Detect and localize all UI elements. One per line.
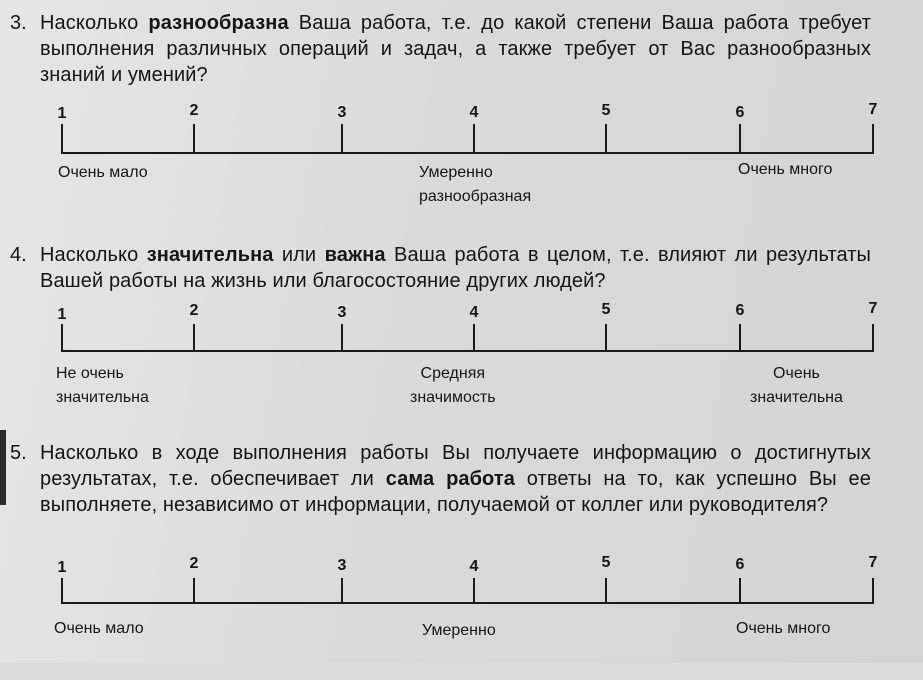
scale-tick <box>341 124 343 154</box>
anchor-line: Очень мало <box>54 620 144 637</box>
scale-tick <box>61 124 63 154</box>
question-text-emphasis: важна <box>324 244 386 266</box>
question-text-emphasis: значительна <box>146 244 274 266</box>
question-text <box>40 440 871 518</box>
scale-value-4: 4 <box>469 104 479 121</box>
question-number: 3. <box>10 12 27 34</box>
anchor-right <box>736 617 830 641</box>
scale-value-6: 6 <box>735 104 745 121</box>
scale-value-1: 1 <box>57 105 67 122</box>
scale-value-1: 1 <box>57 559 67 576</box>
question-text-part: Насколько в ходе выполнения работы Вы получаете информацию о достигнутых результатах, т.е. обеспечивает ли <box>40 442 871 490</box>
scale-axis <box>61 350 874 352</box>
anchor-line: значительна <box>750 389 843 406</box>
anchor-line: Очень мало <box>58 164 148 181</box>
anchor-middle <box>422 619 496 643</box>
anchor-left <box>58 161 148 185</box>
question-text-part: Ваша работа, т.е. до какой степени Ваша работа требует выполнения различных операций и задач, а также требует от Вас разнообразных знаний и умений? <box>40 12 872 86</box>
scale-tick <box>872 578 874 604</box>
scale-axis <box>61 152 874 154</box>
scale-tick <box>605 324 607 352</box>
anchor-line: Не очень <box>56 365 124 382</box>
anchor-line: Умеренно <box>419 164 493 181</box>
anchor-line: Средняя <box>420 365 486 382</box>
scale-value-7: 7 <box>868 300 878 317</box>
anchor-left <box>54 617 144 641</box>
anchor-line: Очень много <box>736 620 831 637</box>
question-text-part: ответы на то, как успешно Вы ее выполняете, независимо от информации, получаемой от коллег или руководителя? <box>40 468 871 516</box>
scale-value-4: 4 <box>469 304 479 321</box>
question-text-emphasis: разнообразна <box>148 12 289 34</box>
anchor-line: Очень много <box>738 161 833 178</box>
scale-tick <box>473 324 475 352</box>
anchor-line: значимость <box>410 389 496 406</box>
scale-value-7: 7 <box>868 101 878 118</box>
question-text-emphasis: сама работа <box>385 468 515 490</box>
scale-tick <box>61 578 63 604</box>
anchor-line: Очень <box>773 365 820 382</box>
anchor-left <box>56 362 149 410</box>
scale-axis <box>61 602 874 604</box>
scale-value-5: 5 <box>601 301 611 318</box>
scale-value-2: 2 <box>189 555 199 572</box>
scale-tick <box>193 124 195 154</box>
page-edge-shadow <box>0 430 6 505</box>
question-text-part: или <box>273 244 325 266</box>
scale-value-7: 7 <box>868 554 878 571</box>
question-text-part: Насколько <box>40 244 147 266</box>
anchor-right <box>750 362 843 410</box>
scale-tick <box>605 578 607 604</box>
scale-tick <box>61 324 63 352</box>
scale-value-6: 6 <box>735 302 745 319</box>
scale-tick <box>739 578 741 604</box>
scale-tick <box>872 124 874 154</box>
question-number: 5. <box>10 442 27 464</box>
scale-value-3: 3 <box>337 557 347 574</box>
scale-tick <box>739 324 741 352</box>
scale-tick <box>193 324 195 352</box>
rating-scale-4 <box>0 298 923 428</box>
scale-tick <box>341 578 343 604</box>
scale-value-4: 4 <box>469 558 479 575</box>
scale-tick <box>872 324 874 352</box>
scale-value-2: 2 <box>189 302 199 319</box>
question-text <box>40 242 871 294</box>
scale-value-5: 5 <box>601 102 611 119</box>
scale-value-5: 5 <box>601 554 611 571</box>
rating-scale-5 <box>0 550 923 680</box>
anchor-middle <box>410 362 496 410</box>
scale-tick <box>473 578 475 604</box>
scale-value-1: 1 <box>57 306 67 323</box>
anchor-line: Умеренно <box>422 622 496 639</box>
question-number: 4. <box>10 244 27 266</box>
rating-scale-3 <box>0 100 923 230</box>
anchor-middle <box>419 161 531 209</box>
scale-value-3: 3 <box>337 104 347 121</box>
anchor-line: значительна <box>56 389 149 406</box>
anchor-line: разнообразная <box>419 188 532 205</box>
scale-value-2: 2 <box>189 102 199 119</box>
question-text <box>40 10 871 88</box>
scale-value-6: 6 <box>735 556 745 573</box>
anchor-right <box>738 158 832 182</box>
scale-tick <box>605 124 607 154</box>
question-text-part: Ваша работа в целом, т.е. влияют ли результаты Вашей работы на жизнь или благосостояние других людей? <box>40 244 871 292</box>
question-text-part: Насколько <box>40 12 149 34</box>
scale-value-3: 3 <box>337 304 347 321</box>
scale-tick <box>193 578 195 604</box>
scale-tick <box>341 324 343 352</box>
scale-tick <box>473 124 475 154</box>
scale-tick <box>739 124 741 154</box>
